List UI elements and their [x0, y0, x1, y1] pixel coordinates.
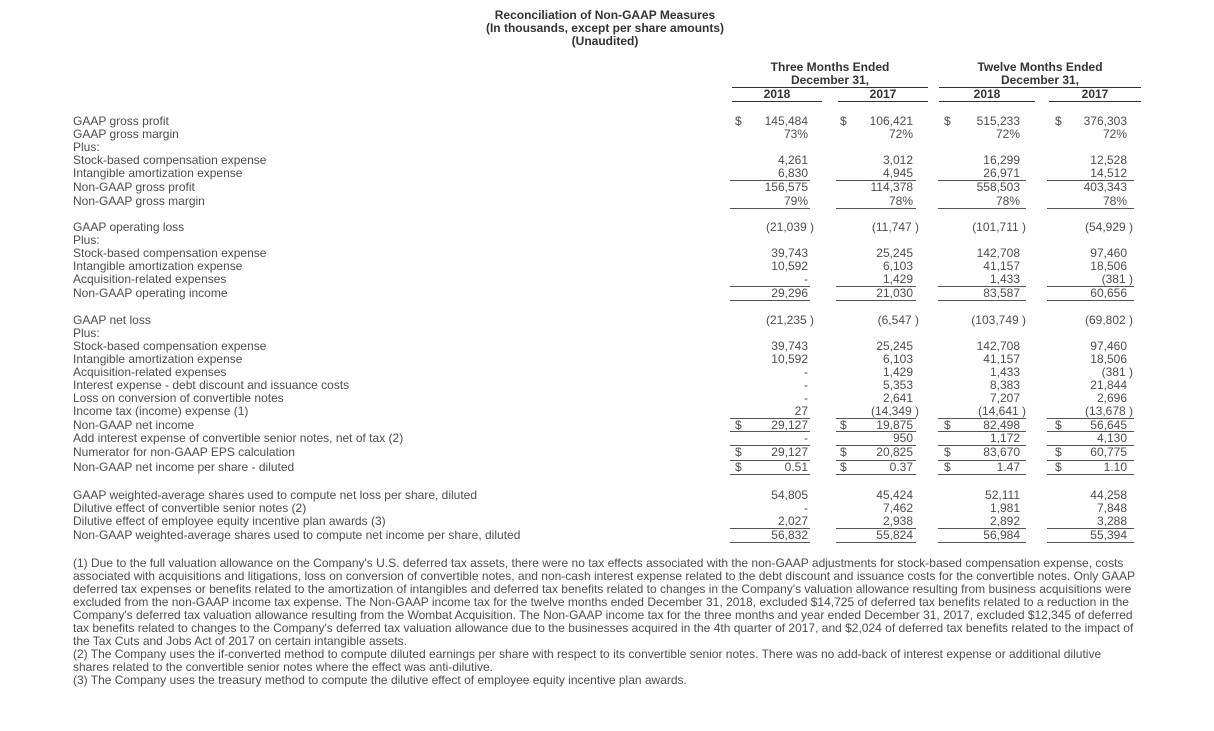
- currency-symbol: $: [1055, 460, 1062, 474]
- cell-value: 72%: [995, 127, 1020, 141]
- total-rule: [938, 208, 1026, 209]
- total-rule: [938, 528, 1026, 529]
- cell-value: 82,498: [983, 418, 1020, 432]
- cell-value: 145,484: [764, 114, 808, 128]
- currency-symbol: $: [735, 445, 742, 459]
- total-rule: [836, 445, 916, 446]
- cell-value: 1,981: [989, 501, 1020, 515]
- currency-symbol: $: [735, 460, 742, 474]
- row-label: Non-GAAP net income per share - diluted: [73, 460, 295, 474]
- col-year-y-2017: 2017: [1049, 87, 1141, 102]
- cell-value: 7,848: [1096, 501, 1127, 515]
- total-rule: [938, 460, 1026, 461]
- cell-value: 29,296: [771, 286, 808, 300]
- row-label: Plus:: [73, 233, 100, 247]
- cell-value: 1,429: [882, 365, 913, 379]
- cell-value: 2,938: [882, 514, 913, 528]
- row-label: Intangible amortization expense: [73, 352, 243, 366]
- cell-value: 78%: [888, 194, 913, 208]
- row-label: Non-GAAP operating income: [73, 286, 228, 300]
- cell-value: 73%: [783, 127, 808, 141]
- total-rule: [836, 208, 916, 209]
- row-label: Numerator for non-GAAP EPS calculation: [73, 445, 295, 459]
- cell-value: 44,258: [1090, 488, 1127, 502]
- cell-value: 1,172: [989, 431, 1020, 445]
- row-label: GAAP gross profit: [73, 114, 169, 128]
- report-subtitle: (In thousands, except per share amounts): [485, 21, 725, 35]
- cell-value: 56,984: [983, 528, 1020, 542]
- cell-value: 7,207: [989, 391, 1020, 405]
- header-twelve-months-line2: December 31,: [1000, 73, 1080, 87]
- cell-value: 3,288: [1096, 514, 1127, 528]
- currency-symbol: $: [944, 418, 951, 432]
- total-rule: [836, 528, 916, 529]
- cell-value: 1.47: [996, 460, 1020, 474]
- cell-value: 376,303: [1083, 114, 1127, 128]
- cell-value: 78%: [1102, 194, 1127, 208]
- cell-value: 39,743: [771, 339, 808, 353]
- row-label: Add interest expense of convertible senior notes, net of tax (2): [73, 431, 404, 445]
- currency-symbol: $: [735, 114, 742, 128]
- currency-symbol: $: [944, 460, 951, 474]
- cell-value: 12,528: [1090, 153, 1127, 167]
- cell-value: 60,656: [1090, 286, 1127, 300]
- cell-value: 54,805: [771, 488, 808, 502]
- total-rule: [1047, 542, 1134, 543]
- total-rule: [1047, 418, 1134, 419]
- row-label: Non-GAAP weighted-average shares used to compute net income per share, diluted: [73, 528, 521, 542]
- cell-value: 83,587: [983, 286, 1020, 300]
- cell-value: 10,592: [771, 259, 808, 273]
- cell-value: 1,429: [882, 272, 913, 286]
- row-label: Income tax (income) expense (1): [73, 404, 249, 418]
- cell-value: 72%: [1102, 127, 1127, 141]
- cell-value: 39,743: [771, 246, 808, 260]
- cell-value: -: [804, 431, 808, 445]
- currency-symbol: $: [1055, 114, 1062, 128]
- cell-value: 41,157: [983, 259, 1020, 273]
- cell-value: 83,670: [983, 445, 1020, 459]
- total-rule: [730, 418, 810, 419]
- footnote-3: (3) The Company uses the treasury method to compute the dilutive effect of employee equity incentive plan awards.: [73, 673, 687, 687]
- cell-value: -: [804, 391, 808, 405]
- cell-value: -: [804, 378, 808, 392]
- cell-value: (101,711 ): [972, 220, 1026, 234]
- total-rule: [730, 460, 810, 461]
- cell-value: 403,343: [1083, 180, 1127, 194]
- cell-value: (21,039 ): [765, 220, 814, 234]
- total-rule: [1047, 300, 1134, 301]
- cell-value: 55,394: [1090, 528, 1127, 542]
- total-rule: [938, 286, 1026, 287]
- total-rule: [836, 542, 916, 543]
- col-year-q-2017: 2017: [838, 87, 928, 102]
- cell-value: 4,261: [777, 153, 808, 167]
- cell-value: 5,353: [882, 378, 913, 392]
- total-rule: [1047, 286, 1134, 287]
- cell-value: 106,421: [869, 114, 913, 128]
- cell-value: 72%: [888, 127, 913, 141]
- total-rule: [730, 208, 810, 209]
- row-label: GAAP weighted-average shares used to compute net loss per share, diluted: [73, 488, 478, 502]
- total-rule: [836, 460, 916, 461]
- footnotes: [73, 557, 1135, 687]
- cell-value: 56,645: [1090, 418, 1127, 432]
- row-label: Plus:: [73, 140, 100, 154]
- cell-value: (381 ): [1101, 365, 1133, 379]
- currency-symbol: $: [944, 445, 951, 459]
- cell-value: 20,825: [876, 445, 913, 459]
- total-rule: [730, 431, 810, 432]
- report-unaudited-note: (Unaudited): [571, 34, 639, 48]
- currency-symbol: $: [944, 114, 951, 128]
- total-rule: [730, 528, 810, 529]
- cell-value: (14,641 ): [977, 404, 1026, 418]
- row-label: Stock-based compensation expense: [73, 246, 267, 260]
- currency-symbol: $: [735, 418, 742, 432]
- cell-value: 950: [892, 431, 913, 445]
- cell-value: 14,512: [1090, 166, 1127, 180]
- cell-value: (54,929 ): [1084, 220, 1133, 234]
- total-rule: [1047, 528, 1134, 529]
- cell-value: 1.10: [1103, 460, 1127, 474]
- total-rule: [1047, 460, 1134, 461]
- total-rule: [836, 418, 916, 419]
- cell-value: 21,844: [1090, 378, 1127, 392]
- cell-value: 142,708: [976, 246, 1020, 260]
- row-label: Dilutive effect of convertible senior notes (2): [73, 501, 307, 515]
- row-label: Non-GAAP gross margin: [73, 194, 205, 208]
- row-label: Loss on conversion of convertible notes: [73, 391, 284, 405]
- cell-value: (14,349 ): [870, 404, 919, 418]
- total-rule: [1047, 180, 1134, 181]
- cell-value: 2,892: [989, 514, 1020, 528]
- row-label: GAAP operating loss: [73, 220, 185, 234]
- cell-value: 3,012: [882, 153, 913, 167]
- cell-value: 97,460: [1090, 339, 1127, 353]
- col-year-q-2018: 2018: [732, 87, 822, 102]
- total-rule: [938, 542, 1026, 543]
- row-label: Intangible amortization expense: [73, 166, 243, 180]
- cell-value: 52,111: [985, 488, 1020, 502]
- row-label: GAAP net loss: [73, 313, 151, 327]
- report-title: Reconciliation of Non-GAAP Measures: [494, 8, 716, 22]
- row-label: GAAP gross margin: [73, 127, 179, 141]
- total-rule: [730, 474, 810, 475]
- cell-value: (11,747 ): [871, 220, 919, 234]
- cell-value: 29,127: [771, 445, 808, 459]
- cell-value: 6,103: [882, 352, 913, 366]
- currency-symbol: $: [840, 418, 847, 432]
- total-rule: [938, 431, 1026, 432]
- cell-value: 156,575: [764, 180, 808, 194]
- cell-value: 26,971: [983, 166, 1020, 180]
- cell-value: 27: [794, 404, 808, 418]
- currency-symbol: $: [840, 114, 847, 128]
- footnote-1: (1) Due to the full valuation allowance on the Company's U.S. deferred tax assets, there were no tax effects associated with the non-GAAP adjustments for stock-based compensation expense, costs associated with acquisitions and litigations, loss on conversion of convertible notes, and non-cash interest expense related to the debt discount and issuance costs for the convertible notes. Only GAAP deferred tax expenses or benefits related to the amortization of intangibles and deferred tax benefits related to changes in the Company's valuation allowance resulting from business acquisitions were excluded from the non-GAAP income tax expense. The Non-GAAP income tax for the twelve months ended December 31, 2018, excluded $14,725 of deferred tax benefits related to a reduction in the Company's deferred tax valuation allowance resulting from the Wombat Acquisition. The Non-GAAP income tax for the three months and year ended December 31, 2017, excluded $12,345 of deferred tax benefits related to changes to the Company's deferred tax valuation allowance due to the businesses acquired in the 4th quarter of 2017, and $2,024 of deferred tax benefits related to the impact of the Tax Cuts and Jobs Act of 2017 on certain intangible assets.: [73, 556, 1135, 648]
- total-rule: [730, 286, 810, 287]
- cell-value: 10,592: [771, 352, 808, 366]
- cell-value: 0.51: [784, 460, 808, 474]
- cell-value: 25,245: [876, 246, 913, 260]
- cell-value: 60,775: [1090, 445, 1127, 459]
- total-rule: [938, 300, 1026, 301]
- cell-value: 6,103: [882, 259, 913, 273]
- total-rule: [1047, 431, 1134, 432]
- currency-symbol: $: [840, 445, 847, 459]
- cell-value: 79%: [783, 194, 808, 208]
- total-rule: [730, 300, 810, 301]
- footnote-2: (2) The Company uses the if-converted method to compute diluted earnings per share with respect to its convertible senior notes. There was no add-back of interest expense or additional dilutive shares related to the convertible senior notes where the effect was anti-dilutive.: [73, 647, 1102, 674]
- cell-value: (13,678 ): [1084, 404, 1133, 418]
- total-rule: [938, 180, 1026, 181]
- cell-value: 7,462: [882, 501, 913, 515]
- cell-value: 18,506: [1090, 352, 1127, 366]
- cell-value: 16,299: [983, 153, 1020, 167]
- cell-value: 25,245: [876, 339, 913, 353]
- cell-value: (21,235 ): [765, 313, 814, 327]
- cell-value: 142,708: [976, 339, 1020, 353]
- cell-value: 558,503: [976, 180, 1020, 194]
- cell-value: 21,030: [876, 286, 913, 300]
- header-twelve-months-line1: Twelve Months Ended: [977, 60, 1103, 74]
- cell-value: 45,424: [876, 488, 913, 502]
- cell-value: 2,641: [882, 391, 913, 405]
- col-year-y-2018: 2018: [939, 87, 1035, 102]
- total-rule: [938, 474, 1026, 475]
- cell-value: 0.37: [889, 460, 913, 474]
- row-label: Stock-based compensation expense: [73, 339, 267, 353]
- cell-value: 29,127: [771, 418, 808, 432]
- currency-symbol: $: [1055, 418, 1062, 432]
- total-rule: [836, 431, 916, 432]
- cell-value: 2,027: [777, 514, 808, 528]
- row-label: Interest expense - debt discount and issuance costs: [73, 378, 350, 392]
- row-label: Non-GAAP gross profit: [73, 180, 195, 194]
- cell-value: (6,547 ): [877, 313, 919, 327]
- currency-symbol: $: [840, 460, 847, 474]
- total-rule: [730, 445, 810, 446]
- cell-value: (103,749 ): [971, 313, 1026, 327]
- cell-value: 8,383: [989, 378, 1020, 392]
- header-three-months-line1: Three Months Ended: [770, 60, 890, 74]
- cell-value: 19,875: [876, 418, 913, 432]
- cell-value: 515,233: [976, 114, 1020, 128]
- total-rule: [836, 180, 916, 181]
- cell-value: 4,945: [882, 166, 913, 180]
- cell-value: 4,130: [1096, 431, 1127, 445]
- cell-value: 2,696: [1096, 391, 1127, 405]
- cell-value: 1,433: [989, 272, 1020, 286]
- total-rule: [836, 300, 916, 301]
- row-label: Acquisition-related expenses: [73, 272, 227, 286]
- cell-value: 97,460: [1090, 246, 1127, 260]
- row-label: Stock-based compensation expense: [73, 153, 267, 167]
- total-rule: [1047, 208, 1134, 209]
- cell-value: (69,802 ): [1084, 313, 1133, 327]
- total-rule: [1047, 445, 1134, 446]
- cell-value: 55,824: [876, 528, 913, 542]
- total-rule: [730, 542, 810, 543]
- header-three-months-line2: December 31,: [790, 73, 870, 87]
- total-rule: [938, 418, 1026, 419]
- cell-value: 56,832: [771, 528, 808, 542]
- currency-symbol: $: [1055, 445, 1062, 459]
- cell-value: 18,506: [1090, 259, 1127, 273]
- total-rule: [836, 286, 916, 287]
- cell-value: 1,433: [989, 365, 1020, 379]
- cell-value: -: [804, 365, 808, 379]
- cell-value: -: [804, 501, 808, 515]
- total-rule: [730, 180, 810, 181]
- row-label: Acquisition-related expenses: [73, 365, 227, 379]
- total-rule: [938, 445, 1026, 446]
- row-label: Non-GAAP net income: [73, 418, 195, 432]
- cell-value: 114,378: [870, 180, 913, 194]
- cell-value: (381 ): [1101, 272, 1133, 286]
- total-rule: [1047, 474, 1134, 475]
- row-label: Plus:: [73, 326, 100, 340]
- cell-value: 6,830: [777, 166, 808, 180]
- cell-value: -: [804, 272, 808, 286]
- cell-value: 41,157: [983, 352, 1020, 366]
- row-label: Dilutive effect of employee equity incentive plan awards (3): [73, 514, 386, 528]
- cell-value: 78%: [995, 194, 1020, 208]
- total-rule: [836, 474, 916, 475]
- row-label: Intangible amortization expense: [73, 259, 243, 273]
